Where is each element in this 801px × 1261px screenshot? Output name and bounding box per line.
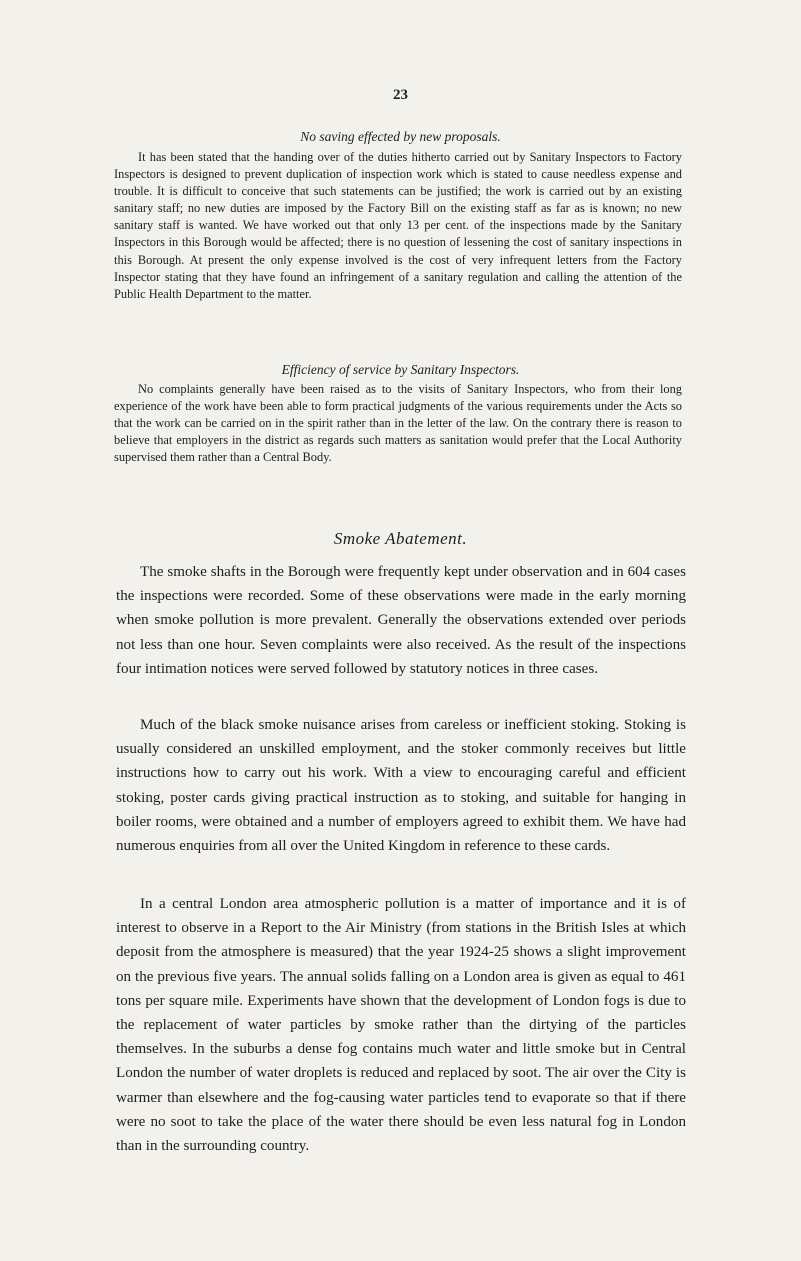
heading-smoke-abatement: Smoke Abatement. xyxy=(333,529,468,548)
heading-efficiency: Efficiency of service by Sanitary Inspectors. xyxy=(281,362,520,377)
page-number: 23 xyxy=(393,87,408,103)
paragraph-smoke-1: The smoke shafts in the Borough were frequently kept under observation and in 604 cases the inspections were recorded. Some of these observations were made in the early morning when smoke pollution is more prevalent. Generally the observations extended over periods not less than one hour. Seven complaints were also received. As the result of the inspections four intimation notices were served followed by statutory notices in three cases. xyxy=(116,564,686,677)
heading-no-saving: No saving effected by new proposals. xyxy=(300,129,501,144)
paragraph-efficiency: No complaints generally have been raised as to the visits of Sanitary Inspectors, who from their long experience of the work have been able to form practical judgments of the various requirements under the Acts so that the work can be carried on in the spirit rather than in the letter of the law. On the contrary there is reason to believe that employers in the district as regards such matters as sanitation would prefer that the Local Authority supervised them rather than a Central Body. xyxy=(114,382,682,465)
paragraph-smoke-3: In a central London area atmospheric pollution is a matter of importance and it is of interest to observe in a Report to the Air Ministry (from stations in the British Isles at which deposit from the atmosphere is measured) that the year 1924-25 shows a slight improvement on the previous five years. The annual solids falling on a London area is given as equal to 461 tons per square mile. Experiments have shown that the development of London fogs is due to the replacement of water particles by smoke rather than the dirtying of the particles themselves. In the suburbs a dense fog contains much water and little smoke but in Central London the number of water droplets is reduced and replaced by soot. The air over the City is warmer than elsewhere and the fog-causing water particles tend to evaporate so that if there were no soot to take the place of the water there should be even less natural fog in London than in the surrounding country. xyxy=(116,896,686,1155)
paragraph-smoke-2: Much of the black smoke nuisance arises from careless or inefficient stoking. Stoking is usually considered an unskilled employment, and the stoker commonly receives but little instructions how to carry out his work. With a view to encouraging careful and efficient stoking, poster cards giving practical instruction as to stoking, and suitable for hanging in boiler rooms, were obtained and a number of employers agreed to exhibit them. We have had numerous enquiries from all over the United Kingdom in reference to these cards. xyxy=(116,717,686,855)
paragraph-no-saving: It has been stated that the handing over of the duties hitherto carried out by Sanitary Inspectors to Factory Inspectors is designed to prevent duplication of inspection work which is stated to cause needless expense and trouble. It is difficult to conceive that such statements can be justified; the work is carried out by an existing sanitary staff; no new duties are imposed by the Factory Bill on the existing staff as far as is known; no new sanitary staff is wanted. We have worked out that only 13 per cent. of the inspections made by the Sanitary Inspectors in this Borough would be affected; there is no question of lessening the cost of sanitary inspections in this Borough. At present the only expense involved is the cost of very infrequent letters from the Factory Inspector stating that they have found an infringement of a sanitary regulation and calling the attention of the Public Health Department to the matter. xyxy=(114,150,682,301)
